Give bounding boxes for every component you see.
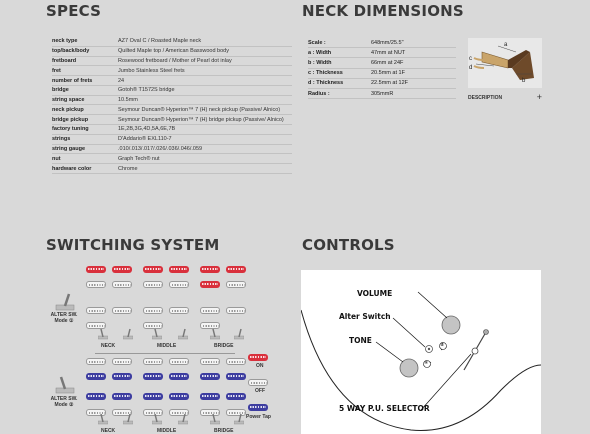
pickup-diagram — [169, 281, 189, 288]
spec-value: Seymour Duncan® Hyperion™ 7 (H) neck pickup (Passive/ Alnico) — [118, 105, 292, 115]
pickup-diagram — [143, 307, 163, 314]
expand-plus-icon[interactable]: + — [536, 92, 542, 102]
spec-row — [52, 37, 292, 46]
neck-key: d : Thickness — [308, 78, 371, 88]
spec-value: 1E,2B,3G,4D,5A,6E,7B — [118, 125, 292, 135]
pickup-diagram — [112, 393, 132, 400]
spec-row — [52, 76, 292, 86]
selector-position-icon — [210, 413, 220, 425]
pickup-diagram — [112, 373, 132, 380]
pickup-diagram — [112, 358, 132, 365]
spec-key: factory tuning — [52, 125, 118, 135]
selector-position-icon — [234, 413, 244, 425]
position-neck-mode1: NECK — [101, 343, 116, 349]
spec-key: number of frets — [52, 76, 118, 86]
pickup-diagram — [226, 393, 246, 400]
spec-value: Rosewood fretboard / Mother of Pearl dot inlay — [118, 56, 292, 66]
neck-row — [308, 78, 456, 88]
selector-position-icon — [123, 328, 133, 340]
neck-value: 305mmR — [371, 88, 456, 98]
pickup-diagram — [226, 266, 246, 273]
switch-lever-mode2-icon — [54, 375, 76, 395]
neck-dimensions-heading: NECK DIMENSIONS — [302, 2, 464, 20]
spec-key: string space — [52, 95, 118, 105]
pickup-diagram — [200, 373, 220, 380]
pickup-diagram — [112, 266, 132, 273]
pickup-diagram — [143, 281, 163, 288]
position-bridge-mode2: BRIDGE — [214, 428, 234, 434]
diagram-letter-a: a — [504, 42, 508, 48]
marker-1: ① — [424, 360, 429, 366]
pickup-diagram — [86, 266, 106, 273]
selector-position-icon — [152, 413, 162, 425]
selector-position-icon — [152, 328, 162, 340]
spec-key: fretboard — [52, 56, 118, 66]
diagram-letter-c: c — [469, 56, 472, 62]
spec-key: bridge — [52, 85, 118, 95]
legend-power-tap-label: Power Tap — [246, 414, 271, 420]
spec-value: .010/.013/.017/.026/.036/.046/.059 — [118, 144, 292, 154]
neck-key: Scale : — [308, 38, 371, 48]
selector-label: 5 WAY P.U. SELECTOR — [339, 404, 430, 413]
pickup-diagram — [200, 307, 220, 314]
spec-value: 24 — [118, 76, 292, 86]
selector-position-icon — [210, 328, 220, 340]
spec-row — [52, 85, 292, 95]
pickup-diagram — [169, 393, 189, 400]
pickup-diagram — [226, 373, 246, 380]
spec-row — [52, 125, 292, 135]
neck-row — [308, 38, 456, 48]
controls-heading: CONTROLS — [302, 236, 395, 254]
position-bridge-mode1: BRIDGE — [214, 343, 234, 349]
pickup-diagram — [143, 266, 163, 273]
neck-row — [308, 58, 456, 68]
neck-row — [308, 88, 456, 98]
neck-value: 20.5mm at 1F — [371, 68, 456, 78]
legend-power-tap-pickup — [248, 404, 268, 411]
pickup-diagram — [200, 358, 220, 365]
legend-on-pickup — [248, 354, 268, 361]
neck-value: 648mm/25.5" — [371, 38, 456, 48]
neck-diagram-thumbnail[interactable] — [468, 38, 542, 88]
neck-key: b : Width — [308, 58, 371, 68]
spec-key: neck pickup — [52, 105, 118, 115]
spec-key: neck type — [52, 37, 118, 46]
specs-heading: SPECS — [46, 2, 102, 20]
spec-value: Seymour Duncan® Hyperion™ 7 (H) bridge pickup (Passive/ Alnico) — [118, 115, 292, 125]
spec-row — [52, 95, 292, 105]
neck-diagram-image — [468, 38, 542, 88]
selector-position-icon — [178, 328, 188, 340]
pickup-diagram — [86, 358, 106, 365]
legend-on-label: ON — [256, 363, 264, 369]
selector-position-icon — [98, 413, 108, 425]
spec-key: string gauge — [52, 144, 118, 154]
neck-row — [308, 48, 456, 58]
position-middle-mode1: MIDDLE — [157, 343, 177, 349]
volume-knob-icon — [442, 316, 460, 334]
pickup-diagram — [143, 393, 163, 400]
diagram-letter-b: b — [522, 78, 526, 84]
spec-value: AZ7 Oval C / Roasted Maple neck — [118, 37, 292, 46]
spec-row — [52, 66, 292, 76]
marker-2: ② — [440, 342, 445, 348]
selector-switch-icon — [472, 348, 478, 354]
spec-key: fret — [52, 66, 118, 76]
alter-switch-label: Alter Switch — [339, 312, 391, 321]
spec-value: Gotoh® T1572S bridge — [118, 85, 292, 95]
pickup-diagram — [200, 281, 220, 288]
neck-key: Radius : — [308, 88, 371, 98]
spec-row — [52, 56, 292, 66]
selector-position-icon — [178, 413, 188, 425]
pickup-diagram — [200, 393, 220, 400]
neck-value: 22.5mm at 12F — [371, 78, 456, 88]
pickup-diagram — [86, 373, 106, 380]
selector-position-icon — [98, 328, 108, 340]
spec-value: Chrome — [118, 164, 292, 174]
pickup-diagram — [169, 307, 189, 314]
spec-key: bridge pickup — [52, 115, 118, 125]
pickup-diagram — [169, 266, 189, 273]
neck-dimensions-table — [308, 38, 456, 99]
spec-row — [52, 144, 292, 154]
neck-value: 66mm at 24F — [371, 58, 456, 68]
spec-row — [52, 46, 292, 56]
neck-row — [308, 68, 456, 78]
spec-key: top/back/body — [52, 46, 118, 56]
switch-lever-mode1-icon — [54, 292, 76, 312]
mode-divider — [95, 353, 235, 354]
neck-value: 47mm at NUT — [371, 48, 456, 58]
spec-value: Graph Tech® nut — [118, 154, 292, 164]
pickup-diagram — [226, 358, 246, 365]
alter-switch-mode2-label: ALTER SW. Mode ② — [50, 396, 78, 408]
legend-off-label: OFF — [255, 388, 265, 394]
neck-key: c : Thickness — [308, 68, 371, 78]
pickup-diagram — [143, 373, 163, 380]
pickup-diagram — [169, 373, 189, 380]
description-label: DESCRIPTION — [468, 95, 503, 101]
neck-key: a : Width — [308, 48, 371, 58]
selector-position-icon — [234, 328, 244, 340]
position-neck-mode2: NECK — [101, 428, 116, 434]
pickup-diagram — [86, 307, 106, 314]
pickup-diagram — [200, 266, 220, 273]
volume-label: VOLUME — [357, 289, 393, 298]
specs-table — [52, 37, 292, 174]
spec-row — [52, 134, 292, 144]
description-toggle[interactable] — [468, 92, 542, 102]
spec-key: strings — [52, 134, 118, 144]
alter-switch-mode1-label: ALTER SW. Mode ① — [50, 312, 78, 324]
spec-key: nut — [52, 154, 118, 164]
legend-off-pickup — [248, 379, 268, 386]
spec-row — [52, 154, 292, 164]
spec-value: Jumbo Stainless Steel frets — [118, 66, 292, 76]
spec-value: D'Addario® EXL110-7 — [118, 134, 292, 144]
pickup-diagram — [86, 281, 106, 288]
diagram-letter-d: d — [469, 65, 473, 71]
pickup-diagram — [226, 281, 246, 288]
spec-row — [52, 164, 292, 174]
pickup-diagram — [86, 393, 106, 400]
spec-row — [52, 115, 292, 125]
switching-system-heading: SWITCHING SYSTEM — [46, 236, 220, 254]
controls-diagram — [301, 270, 541, 434]
pickup-diagram — [226, 307, 246, 314]
selector-position-icon — [123, 413, 133, 425]
pickup-diagram — [112, 307, 132, 314]
position-middle-mode2: MIDDLE — [157, 428, 177, 434]
spec-value: Quilted Maple top / American Basswood body — [118, 46, 292, 56]
pickup-diagram — [143, 358, 163, 365]
pickup-diagram — [169, 358, 189, 365]
spec-row — [52, 105, 292, 115]
spec-key: hardware color — [52, 164, 118, 174]
pickup-diagram — [112, 281, 132, 288]
tone-label: TONE — [349, 336, 372, 345]
spec-value: 10.5mm — [118, 95, 292, 105]
